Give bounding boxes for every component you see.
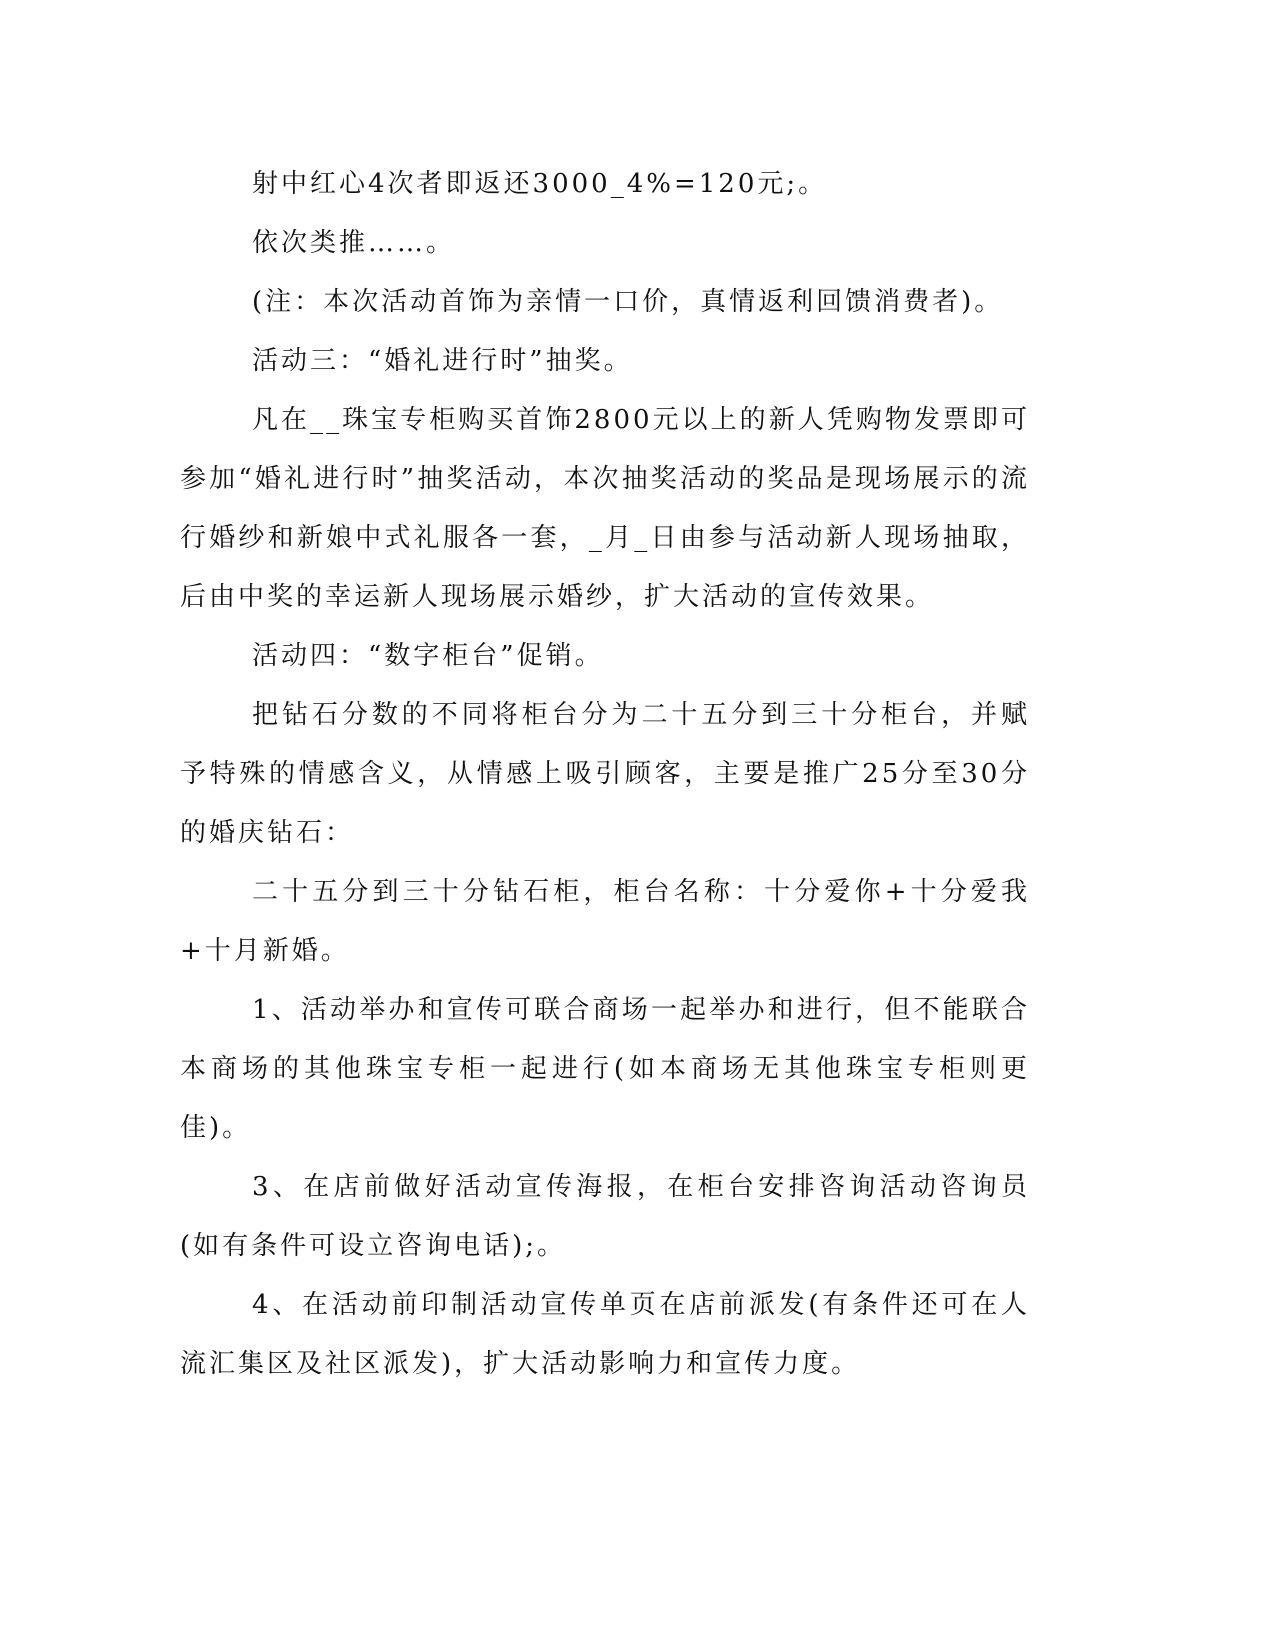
paragraph-11: 4、在活动前印制活动宣传单页在店前派发(有条件还可在人流汇集区及社区派发)，扩大活动影响力和宣传力度。 — [180, 1290, 1030, 1379]
paragraph-8: 二十五分到三十分钻石柜，柜台名称：十分爱你+十分爱我+十月新婚。 — [180, 877, 1030, 966]
paragraph-9: 1、活动举办和宣传可联合商场一起举办和进行，但不能联合本商场的其他珠宝专柜一起进行(如本商场无其他珠宝专柜则更佳)。 — [180, 995, 1030, 1143]
paragraph-3: (注：本次活动首饰为亲情一口价，真情返利回馈消费者)。 — [252, 287, 1004, 317]
paragraph-10: 3、在店前做好活动宣传海报，在柜台安排咨询活动咨询员(如有条件可设立咨询电话);。 — [180, 1172, 1030, 1261]
paragraph-2: 依次类推……。 — [252, 228, 456, 258]
paragraph-4: 活动三：“婚礼进行时”抽奖。 — [252, 346, 633, 376]
paragraph-5: 凡在__珠宝专柜购买首饰2800元以上的新人凭购物发票即可参加“婚礼进行时”抽奖活动，本次抽奖活动的奖品是现场展示的流行婚纱和新娘中式礼服各一套，_月_日由参与活动新人现场抽取，后由中奖的幸运新人现场展示婚纱，扩大活动的宣传效果。 — [180, 405, 1030, 612]
paragraph-6: 活动四：“数字柜台”促销。 — [252, 641, 604, 671]
document-page — [180, 155, 1030, 1394]
paragraph-1: 射中红心4次者即返还3000_4%=120元;。 — [252, 169, 828, 199]
paragraph-7: 把钻石分数的不同将柜台分为二十五分到三十分柜台，并赋予特殊的情感含义，从情感上吸引顾客，主要是推广25分至30分的婚庆钻石： — [180, 700, 1030, 848]
